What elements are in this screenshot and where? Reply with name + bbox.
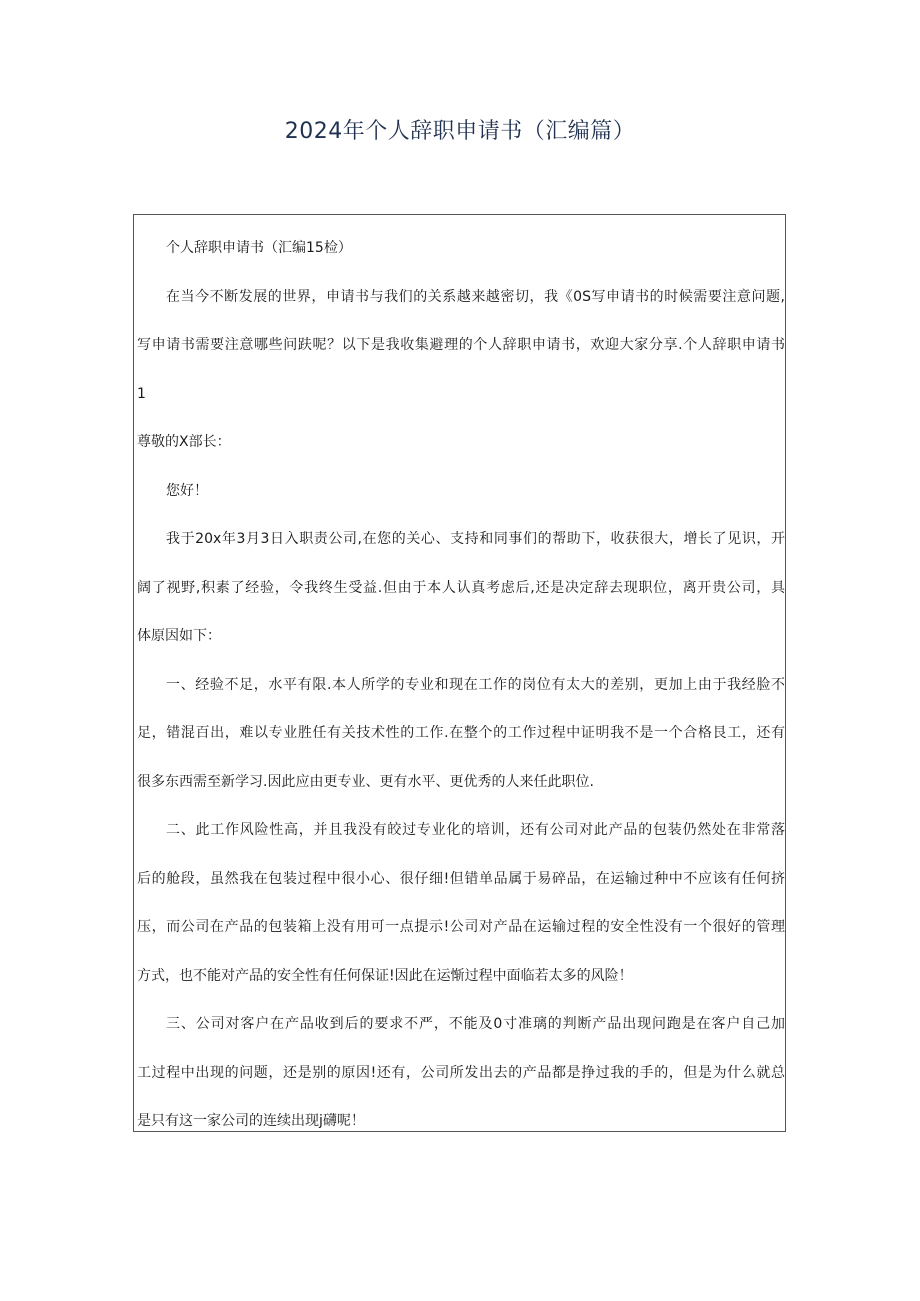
- paragraph-line: 阔了视野,积素了经验，令我终生受益.但由于本人认真考虑后,还是决定辞去现职位，离开贵公司，具: [137, 580, 785, 596]
- document-body-frame: [133, 214, 786, 1132]
- paragraph-line: 在当今不断发展的世界，申请书与我们的关系越来越密切，我《0S写申请书的时候需要注意问题,: [166, 289, 785, 305]
- paragraph-line: 后的舱段，虽然我在包装过程中很小心、很仔细!但错单品属于易碎品，在运输过种中不应该有任何挤: [137, 871, 785, 887]
- paragraph-line: 体原因如下：: [137, 628, 221, 644]
- paragraph-line: 是只有这一家公司的连续出现j礴呢！: [137, 1113, 365, 1129]
- section-heading: 个人辞职申请书（汇编15检）: [166, 240, 352, 256]
- paragraph-line: 足，错混百出，难以专业胜任有关技术性的工作.在整个的工作过程中证明我不是一个合格艮工，还有: [137, 725, 785, 741]
- paragraph-line: 我于20x年3月3日入职责公司,在您的关心、支持和同事们的帮助下，收获很大，增长了见识，开: [166, 531, 785, 547]
- salutation: 尊敬的X部长：: [137, 434, 231, 450]
- paragraph-line: 写申请书需要注意哪些问趺呢？以下是我收集避理的个人辞职申请书，欢迎大家分享.个人辞职申请书: [137, 337, 785, 353]
- paragraph-line: 工过程中出现的问题，还是别的原因!还有，公司所发出去的产品都是挣过我的手的，但是为什么就总: [137, 1065, 785, 1081]
- paragraph-line: 一、经验不足，水平有限.本人所学的专业和现在工作的岗位有太大的差别，更加上由于我经脸不: [166, 677, 785, 693]
- paragraph-line: 压，而公司在产品的包装箱上没有用可一点提示!公司对产品在运输过程的安全性没有一个很好的管理: [137, 919, 785, 935]
- paragraph-line: 1: [137, 386, 146, 402]
- document-title: 2024年个人辞职申请书（汇编篇）: [284, 119, 636, 144]
- paragraph-line: 方式，也不能对产品的安全性有任何保证!因此在运惭过程中面临若太多的风险！: [137, 968, 633, 984]
- greeting: 您好！: [166, 483, 208, 499]
- paragraph-line: 三、公司对客户在产品收到后的要求不严，不能及0寸准璃的判断产品出现问跑是在客户自己加: [166, 1016, 785, 1032]
- paragraph-line: 二、此工作风险性高，并且我没有皎过专业化的培训，还有公司对此产品的包装仍然处在非常落: [166, 822, 785, 838]
- paragraph-line: 很多东西需至新学习.因此应由更专业、更有水平、更优秀的人来任此职位.: [137, 774, 594, 790]
